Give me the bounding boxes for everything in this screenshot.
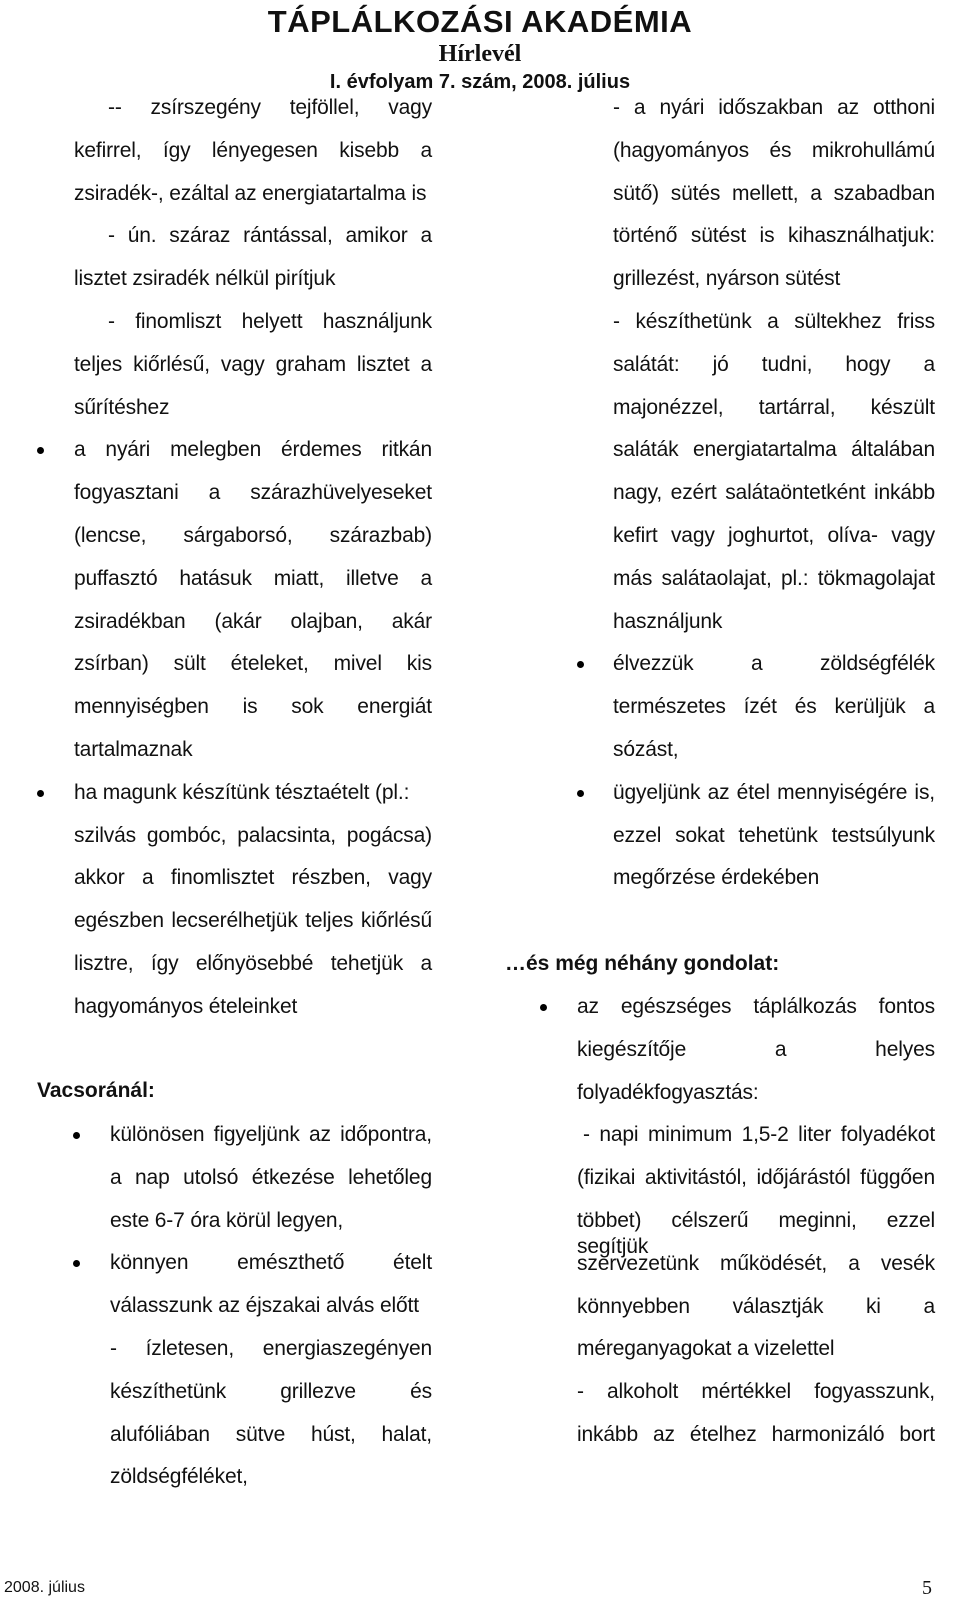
text-line: - készíthetünk a sültekhez friss [613,310,935,333]
text-line: kefirrel, így lényegesen kisebb a [74,138,432,162]
text-line: ha magunk készítünk tésztaételt (pl.: [74,780,410,804]
text-line: - napi minimum 1,5-2 liter folyadékot [583,1123,935,1147]
text-line: készíthetünk grillezve és [110,1379,432,1403]
text-line: - ún. száraz rántással, amikor a [108,224,432,248]
bullet-icon [37,447,44,454]
text-line: lisztet zsiradék nélkül pirítjuk [74,267,336,291]
text-line: más salátaolajat, pl.: tökmagolajat [613,566,935,590]
text-line: hagyományos ételeinket [74,994,298,1018]
text-line: sütő) sütés mellett, a szabadban [613,181,935,205]
text-line: szilvás gombóc, palacsinta, pogácsa) [74,823,432,847]
text-line: - ízletesen, energiaszegényen [110,1337,432,1360]
text-line: egészben lecserélhetjük teljes kiőrlésű [74,909,432,933]
bullet-icon [540,1004,547,1011]
text-line: saláták energiatartalma általában [613,438,935,462]
text-line: salátát: jó tudni, hogy a [613,352,935,376]
text-line: használjunk [613,609,723,633]
bullet-icon [37,790,44,797]
text-line: zsírban) sült ételeket, mivel kis [74,652,432,676]
footer-date: 2008. július [4,1579,85,1596]
text-line: akkor a finomlisztet részben, vagy [74,866,432,890]
text-line: élvezzük a zöldségfélék [613,652,935,676]
text-line: inkább az ételhez harmonizáló bort [577,1423,935,1446]
text-line: megőrzése érdekében [613,866,820,890]
text-line: természetes ízét és kerüljük a [613,695,935,719]
section-heading: …és még néhány gondolat: [505,952,780,975]
text-line: - finomliszt helyett használjunk [108,310,432,333]
text-line: válasszunk az éjszakai alvás előtt [110,1294,419,1318]
text-line: lisztre, így előnyösebbé tehetjük a [74,952,432,975]
text-line: puffasztó hatásuk miatt, illetve a [74,566,432,590]
text-line: különösen figyeljünk az időpontra, [110,1123,432,1146]
text-line: kefirt vagy joghurtot, olíva- vagy [613,524,935,547]
text-line: zöldségféléket, [110,1465,248,1489]
text-line: mennyiségben is sok energiát [74,695,432,719]
text-line: kiegészítője a helyes [577,1037,935,1061]
text-line: tartalmaznak [74,738,193,761]
text-line: alufóliában sütve húst, halat, [110,1422,432,1446]
text-line: (lencse, sárgaborsó, szárazbab) [74,524,432,547]
bullet-icon [73,1260,80,1267]
text-line: az egészséges táplálkozás fontos [577,995,935,1018]
text-line: sózást, [613,738,679,761]
issue-info: I. évfolyam 7. szám, 2008. július [329,71,631,93]
text-line: majonézzel, tartárral, készült [613,395,935,419]
text-line: - alkoholt mértékkel fogyasszunk, [577,1380,935,1404]
bullet-icon [73,1132,80,1139]
text-line: ezzel sokat tehetünk testsúlyunk [613,823,935,847]
bullet-icon [577,790,584,797]
text-line: zsiradék-, ezáltal az energiatartalma is [74,181,427,205]
text-line: ügyeljünk az étel mennyiségére is, [613,780,935,804]
text-line: könnyen emészthető ételt [110,1251,432,1275]
text-line: könnyebben választják ki a [577,1294,935,1318]
text-line: sűrítéshez [74,395,170,419]
bullet-icon [577,661,584,668]
section-heading: Vacsoránál: [37,1079,155,1102]
text-line: -- zsírszegény tejföllel, vagy [108,96,432,119]
text-line: zsiradékban (akár olajban, akár [74,609,432,633]
text-line: többet) célszerű meginni, ezzel segítjük [577,1209,935,1258]
text-line: a nyári melegben érdemes ritkán [74,438,432,462]
text-line: történő sütést is kihasználhatjuk: [613,224,935,248]
text-line: grillezést, nyárson sütést [613,267,841,291]
text-line: szervezetünk működését, a vesék [577,1251,935,1275]
text-line: - a nyári időszakban az otthoni [613,96,935,119]
text-line: méreganyagokat a vizelettel [577,1337,835,1361]
newsletter-subtitle: Hírlevél [438,41,522,67]
text-line: este 6-7 óra körül legyen, [110,1208,344,1232]
page-number: 5 [922,1577,932,1599]
text-line: (hagyományos és mikrohullámú [613,138,935,162]
text-line: nagy, ezért salátaöntetként inkább [613,481,935,505]
text-line: fogyasztani a szárazhüvelyeseket [74,481,432,505]
text-line: folyadékfogyasztás: [577,1080,759,1104]
newsletter-title: TÁPLÁLKOZÁSI AKADÉMIA [267,4,693,39]
text-line: a nap utolsó étkezése lehetőleg [110,1165,432,1189]
text-line: teljes kiőrlésű, vagy graham lisztet a [74,352,432,376]
text-line: (fizikai aktivitástól, időjárástól függően [577,1166,935,1190]
